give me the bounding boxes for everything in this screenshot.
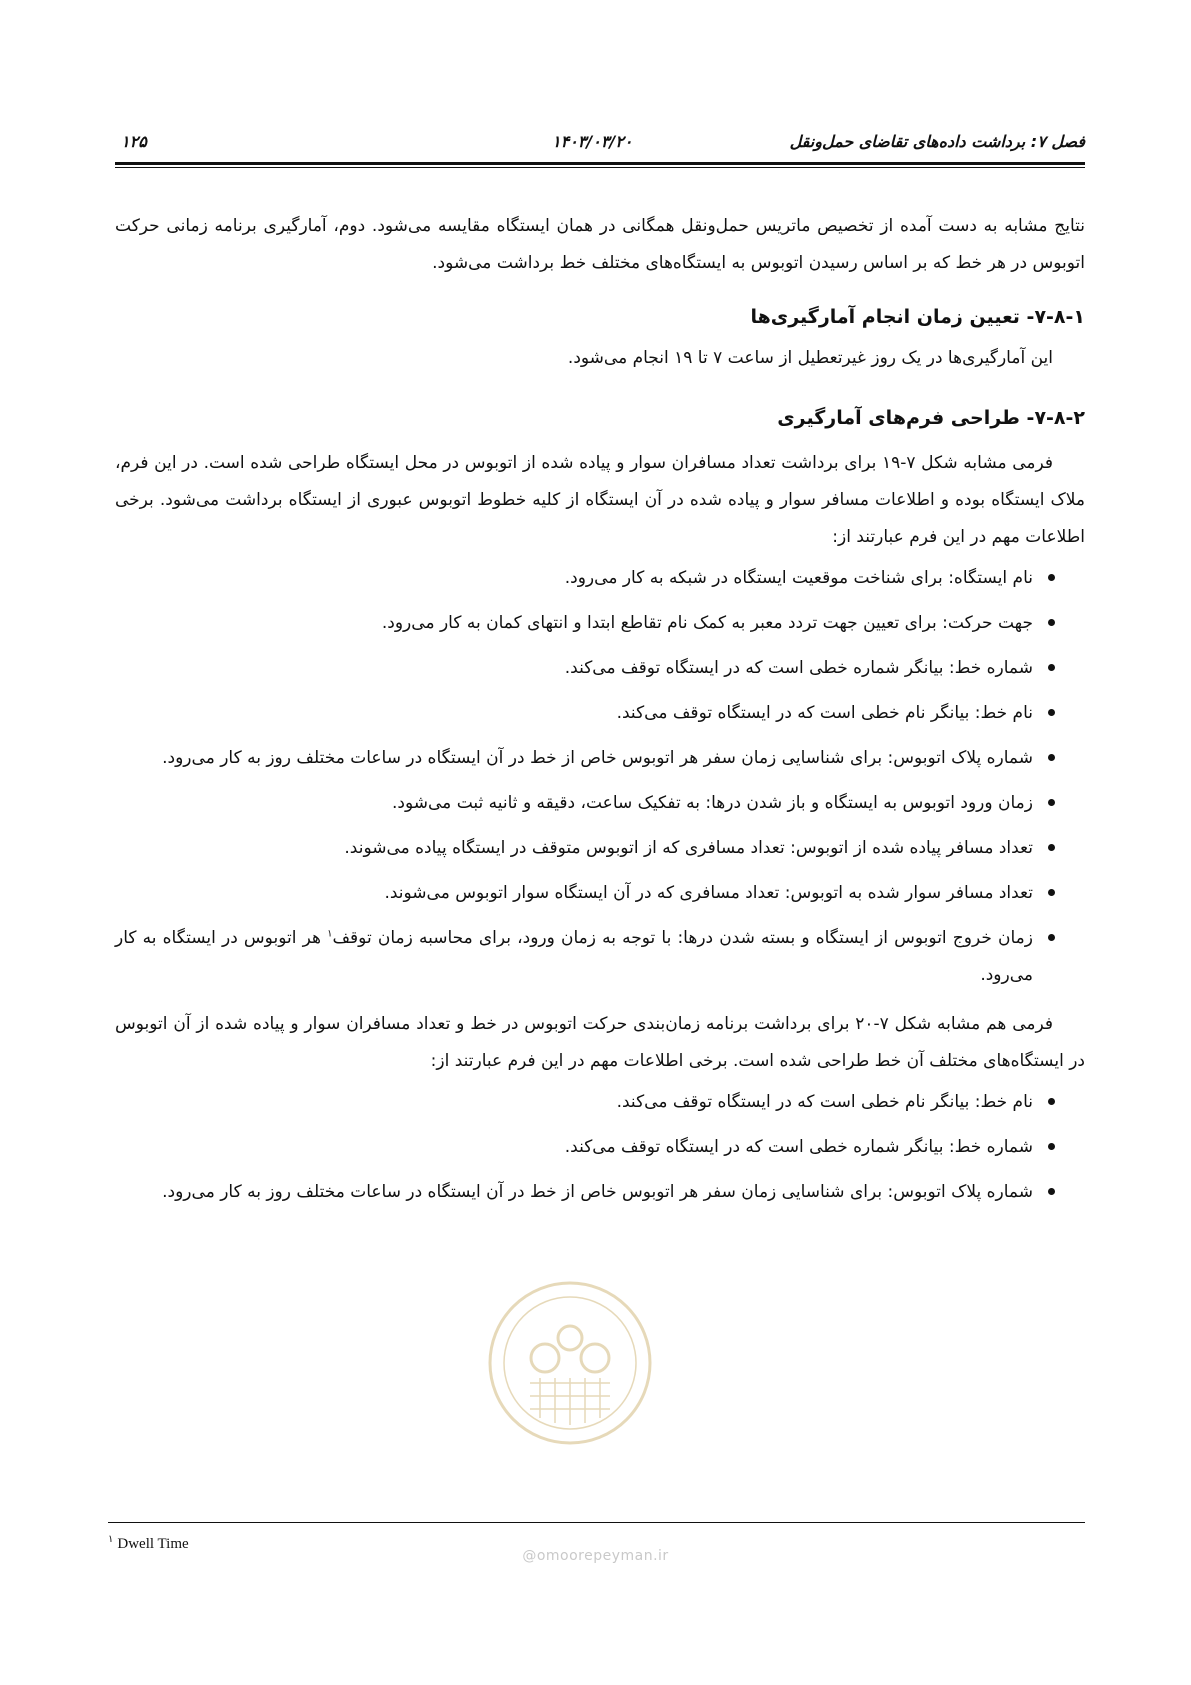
list-item: جهت حرکت: برای تعیین جهت تردد معبر به کمک نام تقاطع ابتدا و انتهای کمان به کار می‌رود. xyxy=(115,605,1085,642)
footnote-rule xyxy=(108,1522,1085,1523)
list-item: نام خط: بیانگر نام خطی است که در ایستگاه توقف می‌کند. xyxy=(115,1084,1085,1121)
list-item: شماره پلاک اتوبوس: برای شناسایی زمان سفر هر اتوبوس خاص از خط در آن ایستگاه در ساعات مختلف روز به کار می‌رود. xyxy=(115,740,1085,777)
list-item: نام ایستگاه: برای شناخت موقعیت ایستگاه در شبکه به کار می‌رود. xyxy=(115,560,1085,597)
header-date: ۱۴۰۳/۰۳/۲۰ xyxy=(552,132,633,151)
section1-paragraph: این آمارگیری‌ها در یک روز غیرتعطیل از ساعت ۷ تا ۱۹ انجام می‌شود. xyxy=(567,348,1053,368)
list-item: شماره خط: بیانگر شماره خطی است که در ایستگاه توقف می‌کند. xyxy=(115,650,1085,687)
section-heading-1: ۷-۸-۱- تعیین زمان انجام آمارگیری‌ها xyxy=(750,306,1085,328)
section2-paragraph-2: فرمی هم مشابه شکل ۷-۲۰ برای برداشت برنامه زمان‌بندی حرکت اتوبوس در خط و تعداد مسافران سوار و پیاده شده از آن اتوبوس در ایستگاه‌های مختلف آن خط طراحی شده است. برخی اطلاعات مهم در این فرم عبارتند از: xyxy=(115,1014,1085,1071)
intro-paragraph: نتایج مشابه به دست آمده از تخصیص ماتریس حمل‌ونقل همگانی در همان ایستگاه مقایسه می‌شود. دوم، آمارگیری برنامه زمانی حرکت اتوبوس در هر خط که بر اساس رسیدن اتوبوس به ایستگاه‌های مختلف خط برداشت می‌شود. xyxy=(115,216,1085,273)
list-item: تعداد مسافر سوار شده به اتوبوس: تعداد مسافری که در آن ایستگاه سوار اتوبوس می‌شوند. xyxy=(115,875,1085,912)
list-item: تعداد مسافر پیاده شده از اتوبوس: تعداد مسافری که از اتوبوس متوقف در ایستگاه پیاده می‌شوند. xyxy=(115,830,1085,867)
bullet-icon xyxy=(1048,1143,1055,1150)
document-body xyxy=(115,208,1085,1219)
footnote xyxy=(108,1534,189,1553)
bullet-icon xyxy=(1048,754,1055,761)
list-item: زمان خروج اتوبوس از ایستگاه و بسته شدن درها: با توجه به زمان ورود، برای محاسبه زمان توقف$^۱$ هر اتوبوس در ایستگاه به کار می‌رود. xyxy=(115,920,1085,994)
list-item: نام خط: بیانگر نام خطی است که در ایستگاه توقف می‌کند. xyxy=(115,695,1085,732)
page-header xyxy=(115,128,1085,158)
bullet-list-1 xyxy=(115,560,1085,994)
bullet-icon xyxy=(1048,574,1055,581)
header-rule-thin xyxy=(115,167,1085,168)
bullet-icon xyxy=(1048,619,1055,626)
bullet-list-2 xyxy=(115,1084,1085,1211)
watermark-text: @omoorepeyman.ir xyxy=(522,1548,669,1564)
page-number: ۱۲۵ xyxy=(121,132,147,151)
bullet-icon xyxy=(1048,1188,1055,1195)
bullet-icon xyxy=(1048,934,1055,941)
list-item: شماره پلاک اتوبوس: برای شناسایی زمان سفر هر اتوبوس خاص از خط در آن ایستگاه در ساعات مختلف روز به کار می‌رود. xyxy=(115,1174,1085,1211)
header-rule-thick xyxy=(115,162,1085,165)
bullet-icon xyxy=(1048,844,1055,851)
section-heading-2: ۷-۸-۲- طراحی فرم‌های آمارگیری xyxy=(777,407,1085,429)
list-item: زمان ورود اتوبوس به ایستگاه و باز شدن درها: به تفکیک ساعت، دقیقه و ثانیه ثبت می‌شود. xyxy=(115,785,1085,822)
footnote-mark: ۱ xyxy=(108,1534,114,1545)
bullet-icon xyxy=(1048,664,1055,671)
gear-seal-logo-icon xyxy=(485,1278,655,1448)
footnote-reference[interactable]: ۱ xyxy=(327,928,333,940)
bullet-icon xyxy=(1048,1098,1055,1105)
bullet-icon xyxy=(1048,709,1055,716)
bullet-icon xyxy=(1048,799,1055,806)
chapter-title: فصل ۷: برداشت داده‌های تقاضای حمل‌ونقل xyxy=(789,132,1085,151)
section2-paragraph-1: فرمی مشابه شکل ۷-۱۹ برای برداشت تعداد مسافران سوار و پیاده شده از اتوبوس در محل ایستگاه طراحی شده است. در این فرم، ملاک ایستگاه بوده و اطلاعات مسافر سوار و پیاده شده در آن ایستگاه از کلیه خطوط اتوبوس عبوری از ایستگاه برداشت می‌شود. برخی اطلاعات مهم در این فرم عبارتند از: xyxy=(115,453,1085,547)
bullet-icon xyxy=(1048,889,1055,896)
footnote-text: Dwell Time xyxy=(117,1536,189,1552)
list-item: شماره خط: بیانگر شماره خطی است که در ایستگاه توقف می‌کند. xyxy=(115,1129,1085,1166)
